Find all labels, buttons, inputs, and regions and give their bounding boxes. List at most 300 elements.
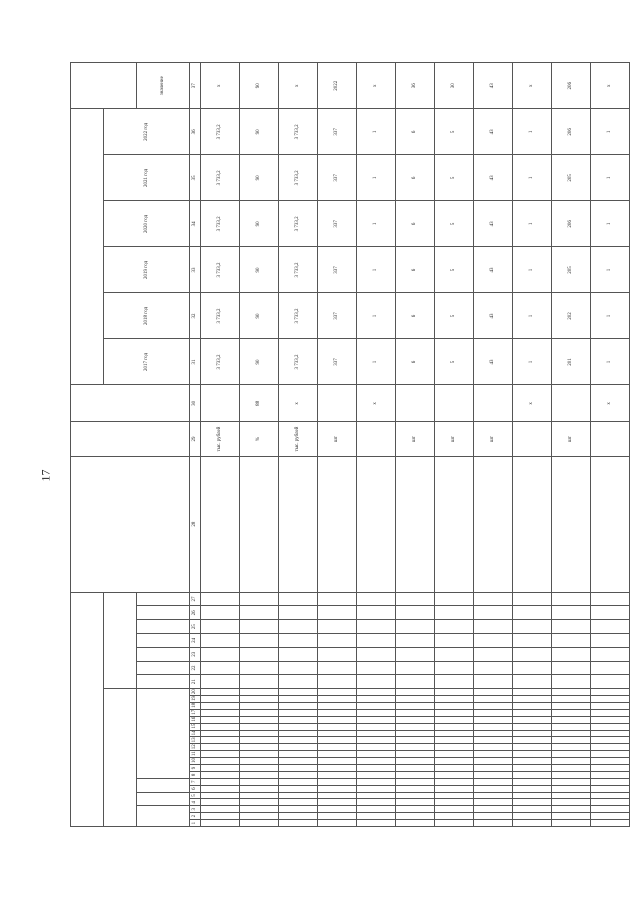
code-cell — [357, 592, 396, 606]
code-cell — [552, 592, 591, 606]
code-cell — [318, 634, 357, 648]
code-cell — [513, 689, 552, 696]
row-unit: % — [240, 422, 279, 457]
code-cell — [201, 647, 240, 661]
code-cell — [474, 758, 513, 765]
year-2019-header: 2019 год — [104, 247, 190, 293]
code-cell — [240, 675, 279, 689]
col-number: 11 — [190, 751, 201, 758]
code-cell — [318, 751, 357, 758]
section-header — [137, 792, 190, 806]
row-year-value: 3 733,2 — [201, 247, 240, 293]
code-cell — [201, 751, 240, 758]
table-row — [591, 63, 630, 827]
code-cell — [435, 771, 474, 778]
code-cell — [552, 813, 591, 820]
row-year-value: 90 — [240, 339, 279, 385]
code-cell — [591, 820, 630, 827]
code-cell — [279, 647, 318, 661]
row-year-value: 5 — [435, 109, 474, 155]
code-cell — [552, 785, 591, 792]
code-cell — [357, 661, 396, 675]
code-cell — [357, 620, 396, 634]
row-unit — [513, 422, 552, 457]
code-cell — [513, 806, 552, 813]
col-number: 14 — [190, 730, 201, 737]
code-cell — [357, 785, 396, 792]
code-cell — [513, 620, 552, 634]
code-cell — [591, 813, 630, 820]
row-year-value: 1 — [591, 201, 630, 247]
row-year-value: 5 — [435, 339, 474, 385]
code-cell — [396, 820, 435, 827]
col-number: 20 — [190, 689, 201, 696]
col-number: 18 — [190, 702, 201, 709]
table-row — [201, 63, 240, 827]
code-cell — [279, 813, 318, 820]
code-cell — [513, 785, 552, 792]
row-year-value: 1 — [357, 201, 396, 247]
program-name-header — [71, 456, 190, 592]
code-cell — [435, 764, 474, 771]
code-cell — [396, 709, 435, 716]
row-year-value: 43 — [474, 247, 513, 293]
col-number: 10 — [190, 758, 201, 765]
unit-header — [71, 422, 190, 457]
row-fin-year: х — [279, 385, 318, 422]
code-cell — [396, 606, 435, 620]
code-cell — [474, 730, 513, 737]
code-cell — [552, 661, 591, 675]
row-year-value: 5 — [435, 155, 474, 201]
code-cell — [396, 758, 435, 765]
code-cell — [396, 813, 435, 820]
code-cell — [357, 751, 396, 758]
code-cell — [396, 771, 435, 778]
code-cell — [279, 723, 318, 730]
subsection-header — [137, 778, 190, 792]
code-cell — [513, 758, 552, 765]
code-cell — [240, 778, 279, 785]
row-year-value: 202 — [552, 293, 591, 339]
code-cell — [513, 709, 552, 716]
code-cell — [318, 771, 357, 778]
col-number: 30 — [190, 385, 201, 422]
code-cell — [279, 592, 318, 606]
year-2018-header: 2018 год — [104, 293, 190, 339]
code-cell — [318, 696, 357, 703]
code-cell — [474, 771, 513, 778]
row-year-value: 1 — [357, 247, 396, 293]
code-cell — [240, 606, 279, 620]
code-cell — [591, 647, 630, 661]
year-2017-header: 2017 год — [104, 339, 190, 385]
code-cell — [435, 634, 474, 648]
code-cell — [240, 709, 279, 716]
code-cell — [435, 785, 474, 792]
code-cell — [279, 820, 318, 827]
row-unit — [357, 422, 396, 457]
code-cell — [201, 806, 240, 813]
col-number: 32 — [190, 293, 201, 339]
col-number: 25 — [190, 620, 201, 634]
row-year-value: 90 — [240, 247, 279, 293]
row-fin-year — [201, 385, 240, 422]
table-row — [513, 63, 552, 827]
code-cell — [552, 806, 591, 813]
code-cell — [240, 634, 279, 648]
code-cell — [474, 751, 513, 758]
event-code-header — [137, 634, 190, 648]
col-number: 8 — [190, 771, 201, 778]
code-cell — [435, 709, 474, 716]
col-number: 35 — [190, 155, 201, 201]
code-cell — [357, 709, 396, 716]
code-cell — [201, 675, 240, 689]
row-year-value: 1 — [357, 293, 396, 339]
code-cell — [591, 606, 630, 620]
code-cell — [396, 702, 435, 709]
code-cell — [513, 751, 552, 758]
code-cell — [201, 820, 240, 827]
col-number: 34 — [190, 201, 201, 247]
row-name — [318, 456, 357, 592]
code-cell — [201, 634, 240, 648]
years-group-header — [71, 109, 104, 385]
code-cell — [474, 606, 513, 620]
code-cell — [513, 820, 552, 827]
code-cell — [435, 737, 474, 744]
row-year-value: 3 733,2 — [279, 155, 318, 201]
code-cell — [396, 634, 435, 648]
code-cell — [591, 744, 630, 751]
code-cell — [435, 661, 474, 675]
indicator-code-header — [137, 606, 190, 620]
code-cell — [279, 799, 318, 806]
code-cell — [552, 709, 591, 716]
row-year-value: 1 — [591, 339, 630, 385]
budget-classification-subheader — [104, 689, 137, 827]
code-cell — [474, 785, 513, 792]
code-cell — [318, 806, 357, 813]
row-name — [552, 456, 591, 592]
code-cell — [591, 634, 630, 648]
code-cell — [396, 716, 435, 723]
row-year-value: 3 733,2 — [201, 201, 240, 247]
code-cell — [513, 771, 552, 778]
row-unit: тыс. рублей — [201, 422, 240, 457]
row-unit: шт — [474, 422, 513, 457]
task-code-header — [137, 647, 190, 661]
code-cell — [474, 723, 513, 730]
row-year-value: 1 — [591, 247, 630, 293]
code-cell — [357, 689, 396, 696]
code-cell — [552, 799, 591, 806]
code-cell — [396, 785, 435, 792]
code-cell — [318, 778, 357, 785]
row-fin-year: х — [591, 385, 630, 422]
code-cell — [279, 751, 318, 758]
subprogram-code-header — [137, 661, 190, 675]
code-cell — [279, 709, 318, 716]
code-cell — [279, 716, 318, 723]
code-cell — [318, 723, 357, 730]
code-cell — [318, 799, 357, 806]
code-cell — [240, 758, 279, 765]
code-cell — [279, 764, 318, 771]
code-cell — [318, 758, 357, 765]
code-cell — [318, 661, 357, 675]
row-year-value: 1 — [513, 109, 552, 155]
code-cell — [240, 806, 279, 813]
code-cell — [435, 806, 474, 813]
row-fin-year: х — [513, 385, 552, 422]
row-year-value: 6 — [396, 201, 435, 247]
code-cell — [201, 799, 240, 806]
row-name — [474, 456, 513, 592]
year-2020-header: 2020 год — [104, 201, 190, 247]
code-cell — [240, 764, 279, 771]
code-cell — [396, 764, 435, 771]
code-cell — [513, 723, 552, 730]
code-cell — [513, 778, 552, 785]
code-cell — [279, 744, 318, 751]
code-cell — [474, 661, 513, 675]
col-number: 19 — [190, 696, 201, 703]
row-name — [435, 456, 474, 592]
row-unit: шт — [396, 422, 435, 457]
code-cell — [513, 716, 552, 723]
code-cell — [357, 778, 396, 785]
code-cell — [591, 730, 630, 737]
code-cell — [396, 689, 435, 696]
code-cell — [591, 778, 630, 785]
col-number: 29 — [190, 422, 201, 457]
row-year-value: 1 — [513, 293, 552, 339]
col-number: 1 — [190, 820, 201, 827]
row-final-value: х — [513, 63, 552, 109]
code-cell — [318, 716, 357, 723]
code-cell — [513, 813, 552, 820]
code-cell — [435, 702, 474, 709]
row-year-value: 337 — [318, 293, 357, 339]
additional-classification-subheader — [104, 592, 137, 689]
code-cell — [279, 634, 318, 648]
code-cell — [357, 764, 396, 771]
row-year-value: 6 — [396, 247, 435, 293]
table-row — [318, 63, 357, 827]
code-cell — [474, 702, 513, 709]
code-cell — [318, 744, 357, 751]
code-cell — [240, 702, 279, 709]
row-year-value: 201 — [552, 339, 591, 385]
code-cell — [552, 737, 591, 744]
code-cell — [435, 813, 474, 820]
row-year-value: 6 — [396, 109, 435, 155]
row-year-value: 337 — [318, 155, 357, 201]
row-year-value: 205 — [552, 155, 591, 201]
code-cell — [201, 709, 240, 716]
code-cell — [279, 785, 318, 792]
code-cell — [318, 592, 357, 606]
code-cell — [474, 696, 513, 703]
code-cell — [318, 620, 357, 634]
rotated-table-container — [70, 62, 612, 827]
code-cell — [474, 709, 513, 716]
code-cell — [201, 758, 240, 765]
code-cell — [201, 620, 240, 634]
code-cell — [240, 689, 279, 696]
code-cell — [240, 661, 279, 675]
row-year-value: 6 — [396, 155, 435, 201]
code-cell — [201, 813, 240, 820]
row-year-value: 3 733,2 — [279, 201, 318, 247]
code-cell — [201, 785, 240, 792]
code-cell — [279, 778, 318, 785]
code-cell — [474, 647, 513, 661]
code-cell — [279, 730, 318, 737]
row-year-value: 1 — [513, 155, 552, 201]
code-cell — [357, 730, 396, 737]
table-body — [201, 63, 630, 827]
row-fin-year — [435, 385, 474, 422]
col-number: 27 — [190, 592, 201, 606]
row-year-value: 43 — [474, 339, 513, 385]
code-cell — [201, 696, 240, 703]
code-cell — [591, 689, 630, 696]
col-number: 12 — [190, 744, 201, 751]
code-cell — [396, 792, 435, 799]
code-cell — [357, 806, 396, 813]
code-cell — [357, 647, 396, 661]
code-cell — [396, 696, 435, 703]
code-admin-header — [137, 806, 190, 827]
code-cell — [201, 737, 240, 744]
code-cell — [240, 620, 279, 634]
row-year-value: 337 — [318, 109, 357, 155]
code-cell — [357, 813, 396, 820]
table-row — [435, 63, 474, 827]
code-cell — [552, 744, 591, 751]
row-year-value: 3 733,2 — [279, 293, 318, 339]
row-year-value: 1 — [513, 339, 552, 385]
code-cell — [279, 696, 318, 703]
row-year-value: 1 — [357, 109, 396, 155]
code-cell — [474, 792, 513, 799]
code-cell — [435, 792, 474, 799]
row-fin-year — [396, 385, 435, 422]
code-cell — [396, 620, 435, 634]
code-cell — [318, 764, 357, 771]
code-cell — [591, 771, 630, 778]
code-cell — [513, 799, 552, 806]
col-number: 33 — [190, 247, 201, 293]
code-cell — [513, 764, 552, 771]
code-cell — [591, 751, 630, 758]
col-number: 37 — [190, 63, 201, 109]
code-cell — [318, 675, 357, 689]
code-cell — [474, 592, 513, 606]
final-value-subheader: значение — [137, 63, 190, 109]
code-cell — [396, 778, 435, 785]
row-year-value: 3 733,2 — [201, 339, 240, 385]
code-cell — [201, 744, 240, 751]
col-number: 16 — [190, 716, 201, 723]
row-year-value: 1 — [591, 155, 630, 201]
code-cell — [591, 723, 630, 730]
code-cell — [201, 661, 240, 675]
code-cell — [435, 799, 474, 806]
code-cell — [201, 702, 240, 709]
code-cell — [552, 675, 591, 689]
code-cell — [435, 675, 474, 689]
code-cell — [552, 758, 591, 765]
code-cell — [396, 675, 435, 689]
code-cell — [435, 778, 474, 785]
year-2021-header: 2021 год — [104, 155, 190, 201]
code-cell — [201, 592, 240, 606]
col-number: 26 — [190, 606, 201, 620]
row-year-value: 3 733,2 — [201, 293, 240, 339]
code-cell — [591, 785, 630, 792]
code-cell — [474, 799, 513, 806]
row-fin-year: х — [357, 385, 396, 422]
code-cell — [474, 813, 513, 820]
code-cell — [279, 758, 318, 765]
code-cell — [591, 592, 630, 606]
final-value-header — [71, 63, 137, 109]
code-cell — [357, 723, 396, 730]
row-unit: шт — [552, 422, 591, 457]
code-cell — [396, 737, 435, 744]
code-cell — [279, 737, 318, 744]
code-cell — [435, 647, 474, 661]
code-cell — [552, 723, 591, 730]
col-number: 6 — [190, 785, 201, 792]
code-cell — [318, 785, 357, 792]
code-cell — [552, 606, 591, 620]
code-cell — [552, 647, 591, 661]
code-cell — [513, 737, 552, 744]
row-year-value: 5 — [435, 293, 474, 339]
code-cell — [240, 785, 279, 792]
row-fin-year — [318, 385, 357, 422]
code-cell — [435, 606, 474, 620]
row-year-value: 3 733,2 — [201, 155, 240, 201]
code-cell — [279, 661, 318, 675]
code-cell — [318, 813, 357, 820]
col-number: 15 — [190, 723, 201, 730]
row-final-value: 90 — [240, 63, 279, 109]
row-final-value: х — [201, 63, 240, 109]
code-cell — [552, 716, 591, 723]
budget-code-header — [71, 592, 104, 826]
code-cell — [396, 723, 435, 730]
row-year-value: 206 — [552, 109, 591, 155]
code-cell — [357, 758, 396, 765]
code-cell — [552, 696, 591, 703]
col-number: 22 — [190, 661, 201, 675]
code-cell — [435, 758, 474, 765]
row-name — [396, 456, 435, 592]
code-cell — [474, 820, 513, 827]
code-cell — [591, 661, 630, 675]
code-cell — [357, 702, 396, 709]
code-cell — [591, 696, 630, 703]
row-year-value: 6 — [396, 293, 435, 339]
col-number: 13 — [190, 737, 201, 744]
code-cell — [201, 723, 240, 730]
